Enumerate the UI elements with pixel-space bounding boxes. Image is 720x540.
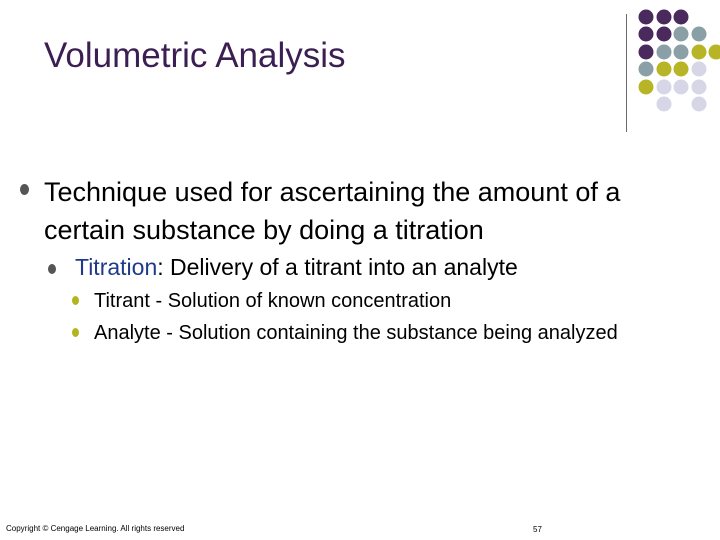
bullet-level1-text: Technique used for ascertaining the amount of a certain substance by doing a titration — [44, 177, 621, 245]
bullet-level2-rest: : Delivery of a titrant into an analyte — [157, 254, 518, 280]
decorative-dot — [639, 45, 654, 60]
slide-title: Volumetric Analysis — [44, 36, 346, 75]
decorative-dot — [657, 97, 672, 112]
decorative-dot — [674, 80, 689, 95]
bullet-dot-level3 — [72, 296, 79, 305]
bullet-dot-level1 — [20, 184, 29, 195]
decorative-dot — [692, 80, 707, 95]
decorative-dot — [657, 10, 672, 25]
decorative-dot — [657, 62, 672, 77]
keyword-titration: Titration — [75, 254, 158, 280]
decorative-dot — [674, 27, 689, 42]
decorative-dot — [692, 45, 707, 60]
bullet-dot-level3 — [72, 328, 79, 337]
bullet-dot-level2 — [48, 264, 56, 274]
decorative-dot — [639, 80, 654, 95]
decorative-dot — [657, 80, 672, 95]
decorative-dot — [692, 27, 707, 42]
bullet-level3-text-analyte: Analyte - Solution containing the substance being analyzed — [94, 322, 618, 344]
decorative-dot — [692, 62, 707, 77]
bullet-level2-text — [75, 252, 518, 282]
decorative-dot — [674, 62, 689, 77]
decorative-dot — [674, 45, 689, 60]
decorative-dot — [639, 27, 654, 42]
decorative-dot — [692, 97, 707, 112]
decorative-dot — [639, 10, 654, 25]
decorative-dot-grid — [0, 0, 720, 140]
bullet-level3-text-titrant: Titrant - Solution of known concentration — [94, 290, 452, 312]
page-number: 57 — [533, 525, 542, 534]
copyright-footer: Copyright © Cengage Learning. All rights reserved — [6, 524, 185, 533]
decorative-dot — [674, 10, 689, 25]
decorative-dot — [709, 45, 720, 60]
decorative-dot — [657, 27, 672, 42]
decorative-dot — [639, 62, 654, 77]
decorative-dot — [657, 45, 672, 60]
